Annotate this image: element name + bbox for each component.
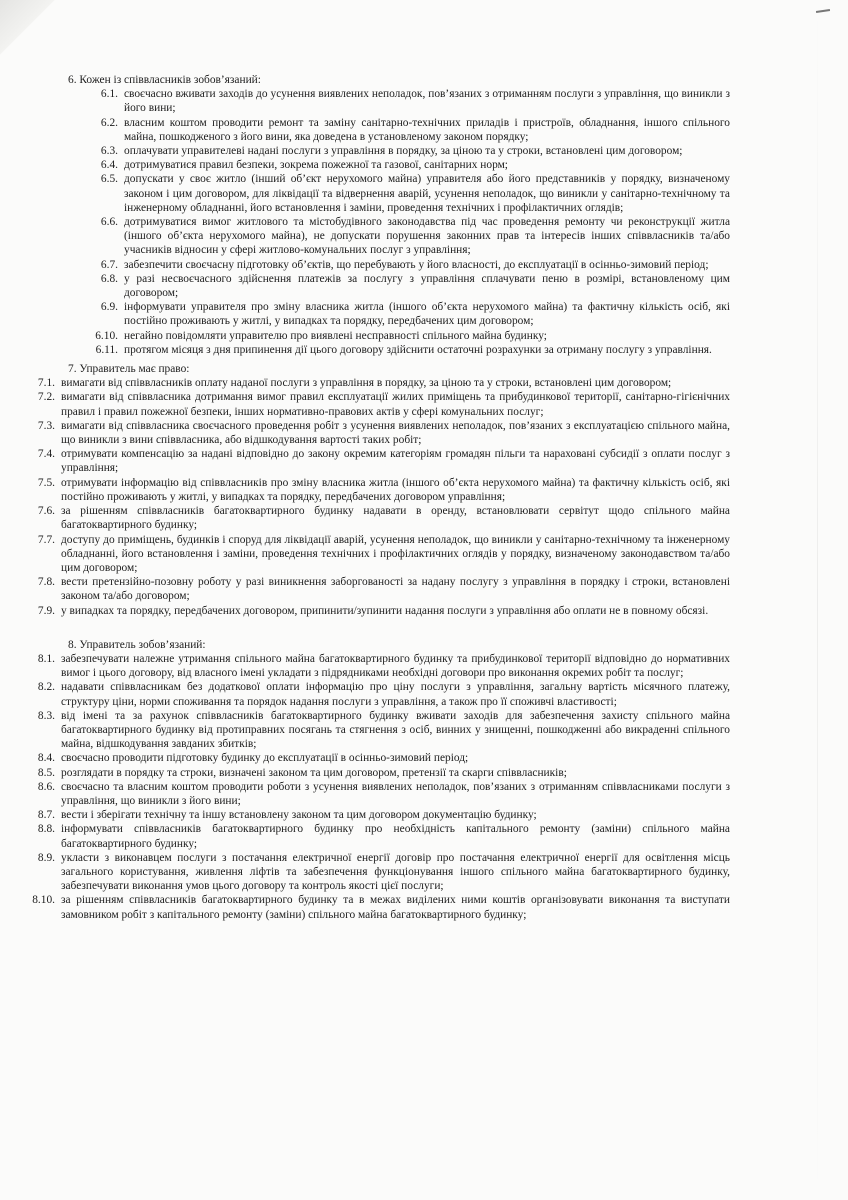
clause-number: 6.10.: [95, 329, 118, 342]
clause: [68, 172, 730, 215]
clause: [68, 258, 730, 272]
clause-text: розглядати в порядку та строки, визначені законом та цим договором, претензії та скарги співвласників;: [61, 766, 567, 779]
clause-text: отримувати інформацію від співвласників про зміну власника житла (іншого об’єкта нерухомого майна) та фактичну кількість осіб, які постійно проживають у житлі, у випадках та порядку, передбачених договором управління;: [61, 476, 730, 503]
clause-text: вимагати від співвласника своєчасного проведення робіт з усунення виявлених неполадок, пов’язаних з експлуатацією спільного майна, що виникли з вини співвласника, або відшкодування вартості таких робіт;: [61, 419, 730, 447]
clause-number: 8.2.: [37, 681, 55, 694]
clause: [27, 575, 730, 603]
clause-number: 8.1.: [37, 652, 55, 665]
clause-number: 6.9.: [100, 301, 118, 314]
clause-number: 7.2.: [37, 391, 55, 404]
clause-number: 6.11.: [95, 343, 118, 356]
clause: [27, 419, 730, 447]
clause: [68, 343, 730, 357]
clause-text: власним коштом проводити ремонт та заміну санітарно-технічних приладів і пристроїв, обладнання, іншого спільного майна, пошкодженого з його вини, яка доведена в установленому законом порядку;: [124, 116, 730, 143]
clause-number: 8.7.: [37, 809, 55, 822]
clause-number: 8.9.: [37, 851, 55, 864]
clause: [27, 766, 730, 780]
section-6: [30, 73, 730, 357]
clause-text: інформувати управителя про зміну власника житла (іншого об’єкта нерухомого майна) та фактичну кількість осіб, які постійно проживають у житлі, у випадках та порядку, передбачених цим договором;: [124, 301, 730, 328]
clause-number: 8.4.: [37, 752, 55, 765]
clause-number: 8.6.: [37, 780, 55, 793]
clause: [27, 604, 730, 618]
clause: [27, 680, 730, 708]
clause: [68, 272, 730, 300]
clause-text: протягом місяця з дня припинення дії цього договору здійснити остаточні розрахунки за отриману послугу з управління.: [124, 343, 712, 356]
clause-number: 6.2.: [100, 116, 118, 129]
clause-text: допускати у своє житло (інший об’єкт нерухомого майна) управителя або його представників у порядку, визначеному законом і цим договором, для ліквідації та відвернення аварій, усунення неполадок, що виникли у санітарно-технічному та інженерному обладнанні, його встановлення і заміни, проведення технічних і профілактичних оглядів;: [124, 173, 730, 214]
clause-number: 6.6.: [100, 216, 118, 229]
clause: [68, 87, 730, 115]
clause: [27, 652, 730, 680]
clause-number: 7.9.: [37, 604, 55, 617]
clause: [27, 751, 730, 765]
pen-mark: [816, 9, 830, 13]
clause-number: 6.5.: [100, 173, 118, 186]
clause-number: 6.3.: [100, 145, 118, 158]
clause: [27, 893, 730, 921]
clause-number: 6.4.: [100, 159, 118, 172]
section-heading: 8. Управитель зобов’язаний:: [68, 638, 206, 651]
clause-text: надавати співвласникам без додаткової оплати інформацію про ціну послуги з управління, загальну вартість місячного платежу, структуру ціни, норми споживання та порядок надання послуги з управління, а також про її споживчі властивості;: [61, 681, 730, 708]
clause: [27, 808, 730, 822]
clause: [27, 822, 730, 850]
clause-text: отримувати компенсацію за надані відповідно до закону окремим категоріям громадян пільги та нараховані субсидії з оплати послуг з управління;: [61, 448, 730, 475]
section-heading: 6. Кожен із співвласників зобов’язаний:: [68, 74, 261, 86]
clause: [27, 504, 730, 532]
clause: [27, 533, 730, 576]
clause: [27, 447, 730, 475]
clause-text: укласти з виконавцем послуги з постачання електричної енергії договір про постачання електричної енергії для освітлення місць загального користування, живлення ліфтів та забезпечення функціонування іншого спільного майна багатоквартирного будинку, забезпечувати виконання умов цього договору та контроль якості цієї послуги;: [61, 851, 730, 893]
clause-number: 7.8.: [37, 576, 55, 589]
clause: [68, 116, 730, 144]
clause-text: інформувати співвласників багатоквартирного будинку про необхідність капітального ремонту (заміни) спільного майна багатоквартирного будинку;: [61, 823, 730, 850]
clause-number: 7.1.: [37, 377, 55, 390]
clause-number: 7.4.: [37, 448, 55, 461]
clause: [27, 709, 730, 752]
scan-edge-shadow: [817, 0, 818, 1200]
clause-number: 8.3.: [37, 709, 55, 722]
clause: [27, 476, 730, 504]
contract-text: [30, 73, 730, 922]
clause: [68, 144, 730, 158]
page-corner-fold: [0, 0, 60, 60]
clause-text: своєчасно проводити підготовку будинку до експлуатації в осінньо-зимовий період;: [61, 752, 469, 765]
clause: [68, 215, 730, 258]
clause-number: 6.1.: [100, 88, 118, 101]
clause: [27, 390, 730, 418]
clause-text: вимагати від співвласників оплату наданої послуги з управління в порядку, за ціною та у строки, встановлені цим договором;: [61, 377, 672, 390]
clause-text: від імені та за рахунок співвласників багатоквартирного будинку вживати заходів для забезпечення захисту спільного майна багатоквартирного будинку від протиправних посягань та стягнення з осіб, винних у знищенні, пошкодженні або викраденні спільного майна, відшкодування завданих збитків;: [61, 709, 730, 751]
clause-number: 7.5.: [37, 476, 55, 489]
clause-text: негайно повідомляти управителю про виявлені несправності спільного майна будинку;: [124, 329, 547, 342]
clause-number: 8.8.: [37, 823, 55, 836]
clause-number: 6.7.: [100, 258, 118, 271]
clause-text: у разі несвоєчасного здійснення платежів за послугу з управління сплачувати пеню в розмірі, встановленому цим договором;: [124, 272, 730, 300]
clause-text: за рішенням співвласників багатоквартирного будинку надавати в оренду, встановлювати сервітут щодо спільного майна багатоквартирного будинку;: [61, 505, 730, 532]
clause-text: доступу до приміщень, будинків і споруд для ліквідації аварій, усунення неполадок, що виникли у санітарно-технічному та інженерному обладнанні, його встановлення і заміни, проведення технічних і профілактичних оглядів у порядку, визначеному законодавством та/або цим договором;: [61, 533, 730, 574]
clause-text: своєчасно та власним коштом проводити роботи з усунення виявлених неполадок, пов’язаних з отриманням співвласниками послуги з управління, що виникли з його вини;: [61, 780, 730, 807]
clause-number: 7.7.: [37, 533, 55, 546]
clause-number: 8.5.: [37, 766, 55, 779]
clause: [68, 329, 730, 343]
clause: [68, 300, 730, 328]
section-7: [30, 362, 730, 618]
clause-text: за рішенням співвласників багатоквартирного будинку та в межах виділених ними коштів організовувати виконання та виступати замовником робіт з капітального ремонту (заміни) спільного майна багатоквартирного будинку;: [61, 894, 730, 921]
clause-number: 7.6.: [37, 505, 55, 518]
clause-number: 7.3.: [37, 419, 55, 432]
section-heading: 7. Управитель має право:: [68, 363, 190, 376]
clause-text: вести претензійно-позовну роботу у разі виникнення заборгованості за надану послугу з управління в порядку і строки, встановлені законом та/або договором;: [61, 576, 730, 603]
clause-text: дотримуватися вимог житлового та містобудівного законодавства під час проведення ремонту чи реконструкції житла (іншого об’єкта нерухомого майна), не допускати порушення законних прав та інтересів інших співвласників та/або учасників відносин у сфері житлово-комунальних послуг з управління;: [124, 216, 730, 257]
clause-number: 8.10.: [32, 894, 55, 907]
clause-text: вимагати від співвласника дотримання вимог правил експлуатації жилих приміщень та прибудинкової території, санітарно-гігієнічних правил і правил пожежної безпеки, інших нормативно-правових актів у сфері комунальних послуг;: [61, 391, 730, 418]
clause-text: дотримуватися правил безпеки, зокрема пожежної та газової, санітарних норм;: [124, 159, 508, 172]
clause: [68, 158, 730, 172]
clause-text: забезпечити своєчасну підготовку об’єктів, що перебувають у його власності, до експлуатації в осінньо-зимовий період;: [124, 258, 709, 271]
clause-text: у випадках та порядку, передбачених договором, припинити/зупинити надання послуги з управління або оплати не в повному обсязі.: [61, 604, 709, 617]
clause: [27, 780, 730, 808]
clause: [27, 851, 730, 894]
clause-text: забезпечувати належне утримання спільного майна багатоквартирного будинку та прибудинкової території відповідно до нормативних вимог і цього договору, від власного імені укладати з підрядниками необхідні договори про виконання окремих робіт та послуг;: [61, 652, 730, 680]
clause-text: оплачувати управителеві надані послуги з управління в порядку, за ціною та у строки, встановлені цим договором;: [124, 145, 683, 158]
clause: [27, 376, 730, 390]
clause-text: вести і зберігати технічну та іншу встановлену законом та цим договором документацію будинку;: [61, 809, 537, 822]
section-8: [30, 638, 730, 922]
clause-text: своєчасно вживати заходів до усунення виявлених неполадок, пов’язаних з отриманням послуги з управління, що виникли з його вини;: [124, 88, 730, 115]
clause-number: 6.8.: [100, 272, 118, 285]
